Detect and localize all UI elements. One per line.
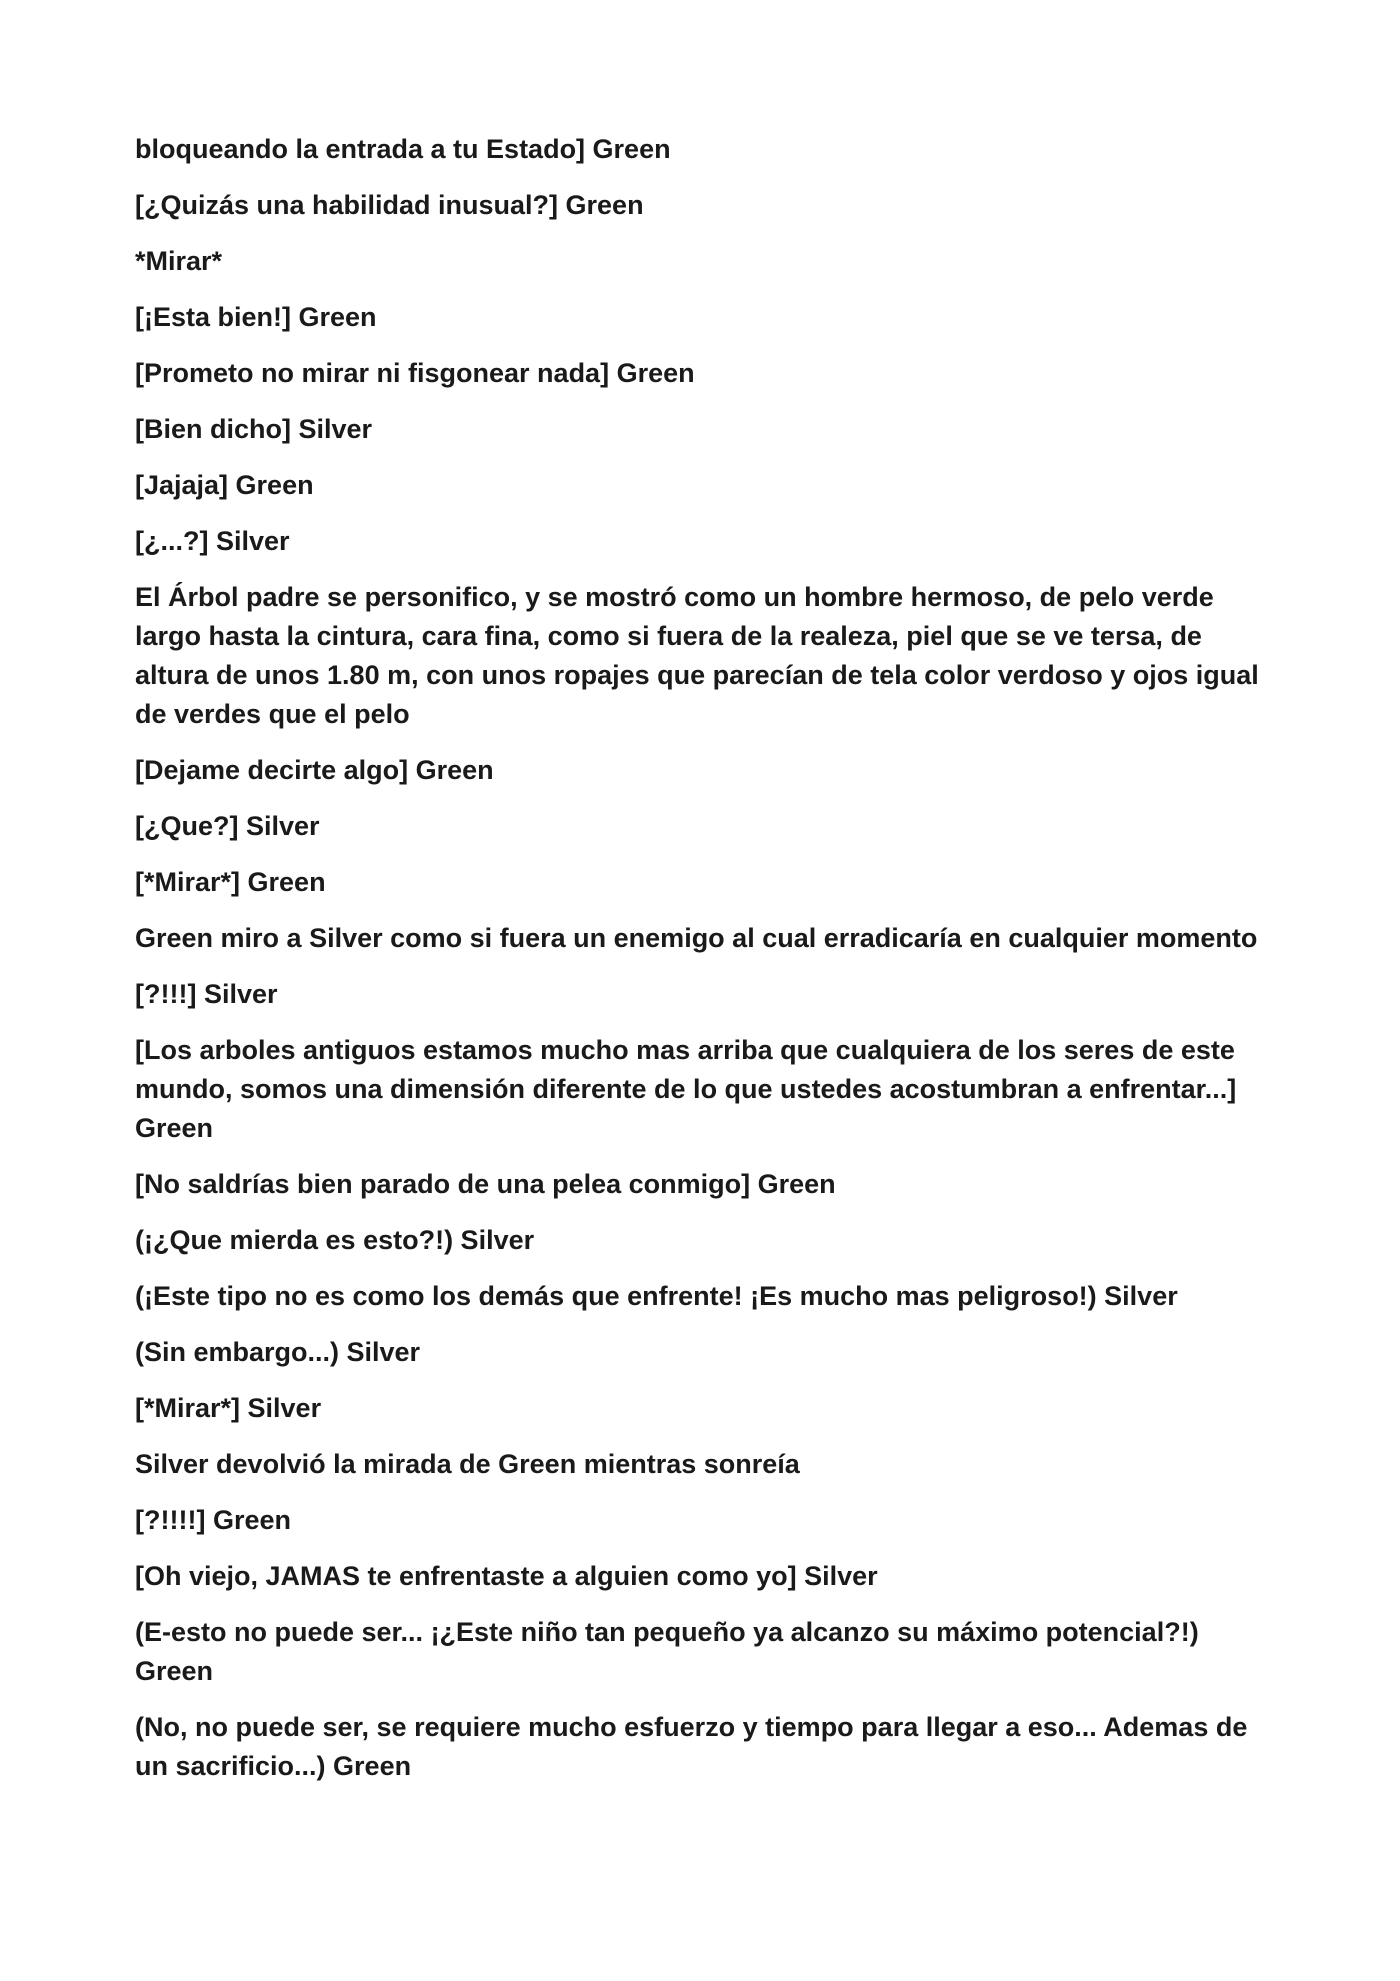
paragraph: bloqueando la entrada a tu Estado] Green — [135, 134, 671, 164]
paragraph: [¡Esta bien!] Green — [135, 302, 377, 332]
paragraph: [¿Quizás una habilidad inusual?] Green — [135, 190, 644, 220]
paragraph: (E-esto no puede ser... ¡¿Este niño tan pequeño ya alcanzo su máximo potencial?!) Green — [135, 1617, 1199, 1686]
paragraph: [Prometo no mirar ni fisgonear nada] Green — [135, 358, 695, 388]
paragraph: [?!!!] Silver — [135, 979, 278, 1009]
paragraph: [*Mirar*] Silver — [135, 1393, 322, 1423]
paragraph: *Mirar* — [135, 246, 223, 276]
paragraph: El Árbol padre se personifico, y se mostró como un hombre hermoso, de pelo verde largo hasta la cintura, cara fina, como si fuera de la realeza, piel que se ve tersa, de altura de unos 1.80 m, con unos ropajes que parecían de tela color verdoso y ojos igual de verdes que el pelo — [135, 582, 1259, 729]
paragraph: [¿Que?] Silver — [135, 811, 320, 841]
paragraph: [Bien dicho] Silver — [135, 414, 373, 444]
paragraph: [Oh viejo, JAMAS te enfrentaste a alguien como yo] Silver — [135, 1561, 878, 1591]
paragraph: Silver devolvió la mirada de Green mientras sonreía — [135, 1449, 800, 1479]
document-body — [135, 130, 1275, 1803]
paragraph: (¡¿Que mierda es esto?!) Silver — [135, 1225, 535, 1255]
paragraph: (No, no puede ser, se requiere mucho esfuerzo y tiempo para llegar a eso... Ademas de un sacrificio...) Green — [135, 1712, 1248, 1781]
paragraph: [No saldrías bien parado de una pelea conmigo] Green — [135, 1169, 836, 1199]
paragraph: [¿...?] Silver — [135, 526, 290, 556]
paragraph: [Jajaja] Green — [135, 470, 314, 500]
paragraph: [Los arboles antiguos estamos mucho mas arriba que cualquiera de los seres de este mundo, somos una dimensión diferente de lo que ustedes acostumbran a enfrentar...] Green — [135, 1035, 1237, 1143]
paragraph: Green miro a Silver como si fuera un enemigo al cual erradicaría en cualquier momento — [135, 923, 1258, 953]
paragraph: [Dejame decirte algo] Green — [135, 755, 494, 785]
paragraph: [?!!!!] Green — [135, 1505, 291, 1535]
paragraph: (Sin embargo...) Silver — [135, 1337, 421, 1367]
paragraph: [*Mirar*] Green — [135, 867, 326, 897]
paragraph: (¡Este tipo no es como los demás que enfrente! ¡Es mucho mas peligroso!) Silver — [135, 1281, 1178, 1311]
